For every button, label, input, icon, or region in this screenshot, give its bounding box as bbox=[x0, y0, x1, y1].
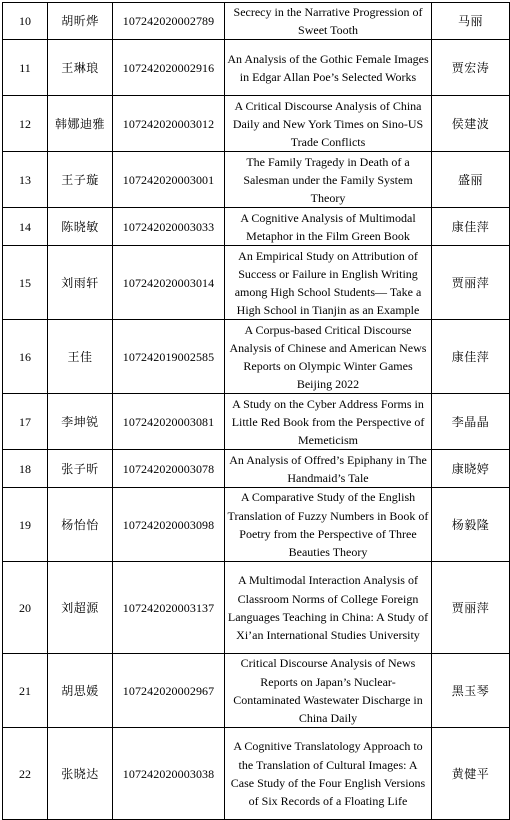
table-row bbox=[3, 3, 510, 40]
thesis-title: An Analysis of the Gothic Female Images in Edgar Allan Poe’s Selected Works bbox=[225, 40, 432, 96]
advisor-name: 贾丽萍 bbox=[432, 246, 510, 320]
student-id: 107242020003033 bbox=[113, 208, 225, 246]
student-name: 陈晓敏 bbox=[48, 208, 113, 246]
table-row bbox=[3, 320, 510, 394]
student-name: 杨怡怡 bbox=[48, 488, 113, 562]
advisor-name: 康佳萍 bbox=[432, 208, 510, 246]
student-id: 107242020003081 bbox=[113, 394, 225, 450]
student-id: 107242020002967 bbox=[113, 654, 225, 728]
student-id: 107242019002585 bbox=[113, 320, 225, 394]
row-number: 22 bbox=[3, 728, 48, 820]
student-name: 胡思媛 bbox=[48, 654, 113, 728]
student-id: 107242020003001 bbox=[113, 152, 225, 208]
table-row bbox=[3, 152, 510, 208]
advisor-name: 康晓婷 bbox=[432, 450, 510, 488]
table-row bbox=[3, 96, 510, 152]
advisor-name: 李晶晶 bbox=[432, 394, 510, 450]
advisor-name: 黄健平 bbox=[432, 728, 510, 820]
student-name: 韩娜迪雅 bbox=[48, 96, 113, 152]
student-id: 107242020003012 bbox=[113, 96, 225, 152]
row-number: 13 bbox=[3, 152, 48, 208]
table-row bbox=[3, 728, 510, 820]
student-name: 王佳 bbox=[48, 320, 113, 394]
thesis-title: The Family Tragedy in Death of a Salesman under the Family System Theory bbox=[225, 152, 432, 208]
table-row bbox=[3, 488, 510, 562]
thesis-title: A Study on the Cyber Address Forms in Little Red Book from the Perspective of Memeticism bbox=[225, 394, 432, 450]
table-row bbox=[3, 450, 510, 488]
student-id: 107242020003014 bbox=[113, 246, 225, 320]
row-number: 21 bbox=[3, 654, 48, 728]
student-name: 李坤锐 bbox=[48, 394, 113, 450]
advisor-name: 杨毅隆 bbox=[432, 488, 510, 562]
thesis-title: A Corpus-based Critical Discourse Analysis of Chinese and American News Reports on Olympic Winter Games Beijing 2022 bbox=[225, 320, 432, 394]
thesis-title: An Analysis of Offred’s Epiphany in The Handmaid’s Tale bbox=[225, 450, 432, 488]
table-row bbox=[3, 40, 510, 96]
student-name: 刘雨轩 bbox=[48, 246, 113, 320]
advisor-name: 马丽 bbox=[432, 3, 510, 40]
student-name: 刘超源 bbox=[48, 562, 113, 654]
row-number: 16 bbox=[3, 320, 48, 394]
table-row bbox=[3, 394, 510, 450]
table-row bbox=[3, 246, 510, 320]
row-number: 18 bbox=[3, 450, 48, 488]
advisor-name: 黑玉琴 bbox=[432, 654, 510, 728]
student-id: 107242020003137 bbox=[113, 562, 225, 654]
thesis-title: A Cognitive Translatology Approach to the Translation of Cultural Images: A Case Study of the Four English Versions of Six Records of a Floating Life bbox=[225, 728, 432, 820]
student-name: 张晓达 bbox=[48, 728, 113, 820]
student-name: 王琳琅 bbox=[48, 40, 113, 96]
student-name: 胡昕烨 bbox=[48, 3, 113, 40]
thesis-title: A Multimodal Interaction Analysis of Classroom Norms of College Foreign Languages Teaching in China: A Study of Xi’an International Studies University bbox=[225, 562, 432, 654]
row-number: 17 bbox=[3, 394, 48, 450]
student-id: 107242020003038 bbox=[113, 728, 225, 820]
thesis-title: A Critical Discourse Analysis of China Daily and New York Times on Sino-US Trade Conflicts bbox=[225, 96, 432, 152]
table-row bbox=[3, 654, 510, 728]
table-row bbox=[3, 562, 510, 654]
row-number: 15 bbox=[3, 246, 48, 320]
thesis-title: An Empirical Study on Attribution of Success or Failure in English Writing among High School Students— Take a High School in Tianjin as an Example bbox=[225, 246, 432, 320]
table-row bbox=[3, 208, 510, 246]
thesis-title: A Cognitive Analysis of Multimodal Metaphor in the Film Green Book bbox=[225, 208, 432, 246]
student-id: 107242020002789 bbox=[113, 3, 225, 40]
row-number: 12 bbox=[3, 96, 48, 152]
advisor-name: 康佳萍 bbox=[432, 320, 510, 394]
row-number: 11 bbox=[3, 40, 48, 96]
advisor-name: 贾宏涛 bbox=[432, 40, 510, 96]
row-number: 14 bbox=[3, 208, 48, 246]
advisor-name: 贾丽萍 bbox=[432, 562, 510, 654]
thesis-title: Critical Discourse Analysis of News Reports on Japan’s Nuclear-Contaminated Wastewater Discharge in China Daily bbox=[225, 654, 432, 728]
thesis-table bbox=[2, 2, 510, 820]
thesis-title: Secrecy in the Narrative Progression of Sweet Tooth bbox=[225, 3, 432, 40]
advisor-name: 盛丽 bbox=[432, 152, 510, 208]
student-id: 107242020002916 bbox=[113, 40, 225, 96]
row-number: 10 bbox=[3, 3, 48, 40]
advisor-name: 侯建波 bbox=[432, 96, 510, 152]
row-number: 19 bbox=[3, 488, 48, 562]
student-name: 张子昕 bbox=[48, 450, 113, 488]
thesis-title: A Comparative Study of the English Translation of Fuzzy Numbers in Book of Poetry from the Perspective of Three Beauties Theory bbox=[225, 488, 432, 562]
row-number: 20 bbox=[3, 562, 48, 654]
student-id: 107242020003098 bbox=[113, 488, 225, 562]
student-id: 107242020003078 bbox=[113, 450, 225, 488]
student-name: 王子璇 bbox=[48, 152, 113, 208]
